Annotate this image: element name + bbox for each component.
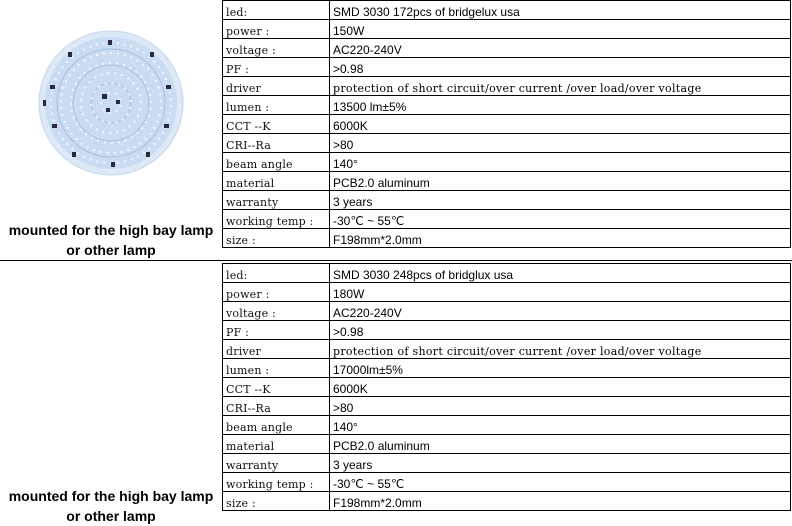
led-chip bbox=[85, 133, 87, 135]
led-chip bbox=[102, 131, 104, 133]
led-chip bbox=[129, 126, 131, 128]
led-chip bbox=[124, 44, 126, 46]
led-chip bbox=[89, 46, 91, 48]
spec-value: AC220-240V bbox=[330, 39, 791, 58]
led-chip bbox=[123, 129, 125, 131]
spec-row bbox=[223, 229, 791, 248]
led-chip bbox=[139, 94, 141, 96]
product-image-cell-1 bbox=[0, 0, 222, 260]
product-caption-1 bbox=[0, 220, 222, 260]
led-chip bbox=[149, 148, 151, 150]
led-chip bbox=[124, 54, 126, 56]
led-chip bbox=[75, 83, 77, 85]
led-chip bbox=[107, 152, 109, 154]
led-chip bbox=[71, 96, 73, 98]
spec-value: PCB2.0 aluminum bbox=[330, 435, 791, 454]
led-chip bbox=[51, 113, 53, 115]
led-chip bbox=[159, 93, 161, 95]
led-chip bbox=[129, 67, 131, 69]
led-chip bbox=[84, 60, 86, 62]
led-chip bbox=[131, 158, 133, 160]
spec-row bbox=[223, 264, 791, 283]
led-chip bbox=[115, 93, 117, 95]
led-chip bbox=[91, 137, 93, 139]
led-chip bbox=[118, 84, 120, 86]
led-chip bbox=[96, 128, 98, 130]
led-chip bbox=[156, 121, 158, 123]
led-chip bbox=[105, 83, 107, 85]
spec-value: 13500 lm±5% bbox=[330, 96, 791, 115]
led-chip bbox=[114, 152, 116, 154]
spec-value: >80 bbox=[330, 397, 791, 416]
spec-value: 150W bbox=[330, 20, 791, 39]
spec-value: protection of short circuit/over current /over load/over voltage bbox=[330, 77, 791, 96]
spec-row bbox=[223, 153, 791, 172]
led-chip bbox=[137, 60, 139, 62]
led-chip bbox=[110, 52, 112, 54]
led-chip bbox=[76, 123, 78, 125]
led-chip bbox=[89, 81, 91, 83]
spec-row bbox=[223, 302, 791, 321]
spec-key: led: bbox=[223, 264, 330, 283]
led-chip bbox=[61, 93, 63, 95]
caption-line-1: mounted for the high bay lamp bbox=[8, 488, 214, 504]
led-chip bbox=[80, 106, 82, 108]
led-chip bbox=[73, 69, 75, 71]
led-chip bbox=[118, 141, 120, 143]
spec-key: warranty bbox=[223, 191, 330, 210]
led-chip bbox=[64, 121, 66, 123]
led-chip bbox=[87, 146, 89, 148]
led-chip bbox=[136, 132, 138, 134]
spec-value: protection of short circuit/over current /over load/over voltage bbox=[330, 340, 791, 359]
spec-row bbox=[223, 283, 791, 302]
caption-line-2: or other lamp bbox=[66, 242, 156, 258]
spec-key: CCT --K bbox=[223, 378, 330, 397]
led-chip bbox=[158, 138, 160, 140]
led-chip bbox=[154, 143, 156, 145]
spec-row bbox=[223, 321, 791, 340]
product-block-1 bbox=[0, 0, 792, 260]
led-chip bbox=[90, 124, 92, 126]
led-chip bbox=[103, 42, 105, 44]
led-chip bbox=[62, 87, 64, 89]
spec-value: 3 years bbox=[330, 454, 791, 473]
led-chip bbox=[80, 99, 82, 101]
led-chip bbox=[73, 117, 75, 119]
spec-row bbox=[223, 172, 791, 191]
spec-row bbox=[223, 39, 791, 58]
led-chip bbox=[154, 61, 156, 63]
led-chip bbox=[101, 74, 103, 76]
led-chip bbox=[153, 127, 155, 129]
led-chip bbox=[160, 107, 162, 109]
led-chip bbox=[65, 80, 67, 82]
led-chip bbox=[145, 121, 147, 123]
spec-value: -30℃ ~ 55℃ bbox=[330, 473, 791, 492]
led-chip bbox=[137, 115, 139, 117]
spec-value: SMD 3030 172pcs of bridgelux usa bbox=[330, 1, 791, 20]
led-chip bbox=[136, 88, 138, 90]
led-chip bbox=[77, 52, 79, 54]
led-chip bbox=[140, 101, 142, 103]
led-chip bbox=[141, 127, 143, 129]
led-chip bbox=[51, 92, 53, 94]
led-chip bbox=[93, 149, 95, 151]
spec-key: CCT --K bbox=[223, 115, 330, 134]
led-chip bbox=[144, 81, 146, 83]
caption-line-1: mounted for the high bay lamp bbox=[8, 222, 214, 238]
led-chip bbox=[62, 66, 64, 68]
led-chip bbox=[104, 142, 106, 144]
led-chip bbox=[162, 72, 164, 74]
led-chip bbox=[107, 72, 109, 74]
spec-value: -30℃ ~ 55℃ bbox=[330, 210, 791, 229]
led-chip bbox=[77, 152, 79, 154]
led-chip bbox=[62, 114, 64, 116]
led-chip bbox=[50, 99, 52, 101]
product-image-cell-2 bbox=[0, 263, 222, 525]
led-chip bbox=[134, 146, 136, 148]
led-chip bbox=[60, 100, 62, 102]
spec-value: >0.98 bbox=[330, 58, 791, 77]
led-chip bbox=[90, 56, 92, 58]
led-chip bbox=[83, 156, 85, 158]
spec-key: lumen : bbox=[223, 359, 330, 378]
led-chip bbox=[96, 65, 98, 67]
led-chip bbox=[130, 100, 132, 102]
led-chip bbox=[72, 148, 74, 150]
led-chip bbox=[111, 142, 113, 144]
led-chip bbox=[102, 63, 104, 65]
led-chip bbox=[67, 127, 69, 129]
spec-row bbox=[223, 454, 791, 473]
led-chip bbox=[128, 93, 130, 95]
spec-value: 6000K bbox=[330, 115, 791, 134]
led-chip bbox=[103, 53, 105, 55]
spec-row bbox=[223, 1, 791, 20]
spec-key: working temp : bbox=[223, 210, 330, 229]
led-chip bbox=[94, 91, 96, 93]
led-chip bbox=[103, 162, 105, 164]
led-chip bbox=[96, 116, 98, 118]
led-chip bbox=[117, 53, 119, 55]
led-chip bbox=[130, 56, 132, 58]
product-caption-2 bbox=[0, 486, 222, 526]
spec-value: 6000K bbox=[330, 378, 791, 397]
led-chip bbox=[125, 139, 127, 141]
led-chip bbox=[83, 49, 85, 51]
spec-key: voltage : bbox=[223, 39, 330, 58]
spec-row bbox=[223, 435, 791, 454]
spec-key: beam angle bbox=[223, 153, 330, 172]
spec-value: AC220-240V bbox=[330, 302, 791, 321]
spec-row bbox=[223, 20, 791, 39]
led-chip bbox=[97, 140, 99, 142]
led-chip bbox=[117, 162, 119, 164]
spec-value: 140° bbox=[330, 153, 791, 172]
section-divider bbox=[0, 260, 792, 261]
led-chip bbox=[50, 106, 52, 108]
led-chip bbox=[84, 72, 86, 74]
led-chip bbox=[69, 74, 71, 76]
spec-row bbox=[223, 416, 791, 435]
spec-key: driver bbox=[223, 340, 330, 359]
led-chip bbox=[100, 151, 102, 153]
spec-key: material bbox=[223, 172, 330, 191]
spec-row bbox=[223, 58, 791, 77]
spec-key: CRI--Ra bbox=[223, 397, 330, 416]
led-chip bbox=[124, 88, 126, 90]
spec-key: driver bbox=[223, 77, 330, 96]
led-chip bbox=[143, 152, 145, 154]
led-chip bbox=[149, 133, 151, 135]
led-chip bbox=[90, 104, 92, 106]
led-chip bbox=[71, 133, 73, 135]
led-chip bbox=[147, 88, 149, 90]
led-chip bbox=[142, 64, 144, 66]
led-chip bbox=[82, 113, 84, 115]
led-chip bbox=[109, 132, 111, 134]
spec-value: 17000lm±5% bbox=[330, 359, 791, 378]
spec-value: >0.98 bbox=[330, 321, 791, 340]
led-chip bbox=[150, 101, 152, 103]
led-chip bbox=[98, 86, 100, 88]
led-chip bbox=[58, 132, 60, 134]
led-chip bbox=[139, 142, 141, 144]
led-chip bbox=[137, 48, 139, 50]
led-chip bbox=[71, 110, 73, 112]
spec-table-2 bbox=[222, 263, 791, 511]
led-chip bbox=[96, 44, 98, 46]
led-chip bbox=[103, 109, 105, 111]
led-chip bbox=[116, 131, 118, 133]
led-chip bbox=[94, 77, 96, 79]
led-chip bbox=[81, 143, 83, 145]
led-pcb-board-image bbox=[38, 30, 184, 176]
spec-value: 140° bbox=[330, 416, 791, 435]
led-chip bbox=[121, 74, 123, 76]
spec-value: SMD 3030 248pcs of bridglux usa bbox=[330, 264, 791, 283]
led-chip bbox=[168, 119, 170, 121]
spec-key: beam angle bbox=[223, 416, 330, 435]
product-block-2 bbox=[0, 263, 792, 525]
spec-key: PF : bbox=[223, 321, 330, 340]
led-chip bbox=[170, 98, 172, 100]
spec-row bbox=[223, 359, 791, 378]
led-chip bbox=[114, 72, 116, 74]
led-chip bbox=[117, 42, 119, 44]
led-chip bbox=[102, 120, 104, 122]
spec-key: PF : bbox=[223, 58, 330, 77]
led-chip bbox=[162, 132, 164, 134]
led-chip bbox=[53, 119, 55, 121]
spec-value: F198mm*2.0mm bbox=[330, 492, 791, 511]
spec-row bbox=[223, 378, 791, 397]
led-chip bbox=[140, 76, 142, 78]
led-chip bbox=[112, 82, 114, 84]
led-chip bbox=[67, 143, 69, 145]
led-chip bbox=[108, 92, 110, 94]
spec-key: power : bbox=[223, 283, 330, 302]
led-chip bbox=[58, 72, 60, 74]
led-chip bbox=[72, 89, 74, 91]
led-chip bbox=[145, 138, 147, 140]
spec-key: size : bbox=[223, 492, 330, 511]
led-chip bbox=[116, 63, 118, 65]
led-chip bbox=[139, 108, 141, 110]
led-chip bbox=[120, 151, 122, 153]
led-chip bbox=[160, 100, 162, 102]
spec-value: 180W bbox=[330, 283, 791, 302]
spec-row bbox=[223, 492, 791, 511]
spec-value: F198mm*2.0mm bbox=[330, 229, 791, 248]
led-chip bbox=[109, 122, 111, 124]
led-chip bbox=[109, 62, 111, 64]
led-chip bbox=[131, 136, 133, 138]
led-chip bbox=[91, 97, 93, 99]
led-chip bbox=[119, 98, 121, 100]
spec-key: power : bbox=[223, 20, 330, 39]
led-chip bbox=[127, 77, 129, 79]
led-chip bbox=[165, 78, 167, 80]
spec-row bbox=[223, 340, 791, 359]
spec-row bbox=[223, 397, 791, 416]
spec-value: >80 bbox=[330, 134, 791, 153]
spec-value: PCB2.0 aluminum bbox=[330, 172, 791, 191]
led-chip bbox=[122, 118, 124, 120]
led-chip bbox=[115, 121, 117, 123]
led-chip bbox=[169, 112, 171, 114]
spec-key: voltage : bbox=[223, 302, 330, 321]
led-chip bbox=[109, 112, 111, 114]
led-chip bbox=[100, 103, 102, 105]
led-chip bbox=[70, 103, 72, 105]
spec-key: size : bbox=[223, 229, 330, 248]
led-chip bbox=[158, 87, 160, 89]
spec-row bbox=[223, 77, 791, 96]
led-chip bbox=[158, 66, 160, 68]
spec-row bbox=[223, 210, 791, 229]
led-chip bbox=[84, 86, 86, 88]
led-chip bbox=[127, 113, 129, 115]
led-chip bbox=[89, 68, 91, 70]
led-chip bbox=[79, 77, 81, 79]
led-chip bbox=[149, 94, 151, 96]
led-chip bbox=[120, 105, 122, 107]
led-chip bbox=[147, 69, 149, 71]
led-chip bbox=[134, 121, 136, 123]
led-chip bbox=[115, 110, 117, 112]
led-chip bbox=[123, 64, 125, 66]
led-chip bbox=[137, 156, 139, 158]
spec-row bbox=[223, 134, 791, 153]
led-chip bbox=[151, 74, 153, 76]
led-chip bbox=[66, 61, 68, 63]
led-chip bbox=[127, 149, 129, 151]
led-chip bbox=[130, 46, 132, 48]
led-chip bbox=[129, 107, 131, 109]
led-chip bbox=[60, 107, 62, 109]
led-chip bbox=[155, 80, 157, 82]
spec-row bbox=[223, 473, 791, 492]
led-chip bbox=[169, 91, 171, 93]
spec-row bbox=[223, 191, 791, 210]
led-chip bbox=[143, 52, 145, 54]
led-chip bbox=[92, 111, 94, 113]
spec-value: 3 years bbox=[330, 191, 791, 210]
led-chip bbox=[96, 160, 98, 162]
spec-key: led: bbox=[223, 1, 330, 20]
led-chip bbox=[90, 159, 92, 161]
led-chip bbox=[148, 115, 150, 117]
led-chip bbox=[78, 64, 80, 66]
led-chip bbox=[150, 108, 152, 110]
led-chip bbox=[86, 119, 88, 121]
led-chip bbox=[170, 105, 172, 107]
led-chip bbox=[80, 128, 82, 130]
led-chip bbox=[82, 93, 84, 95]
led-chip bbox=[75, 138, 77, 140]
led-chip bbox=[62, 138, 64, 140]
spec-key: lumen : bbox=[223, 96, 330, 115]
led-chip bbox=[159, 114, 161, 116]
led-chip bbox=[124, 160, 126, 162]
spec-key: material bbox=[223, 435, 330, 454]
caption-line-2: or other lamp bbox=[66, 508, 156, 524]
led-chip bbox=[132, 82, 134, 84]
spec-key: working temp : bbox=[223, 473, 330, 492]
led-chip bbox=[96, 54, 98, 56]
led-chip bbox=[135, 71, 137, 73]
spec-key: CRI--Ra bbox=[223, 134, 330, 153]
spec-key: warranty bbox=[223, 454, 330, 473]
spec-table-1 bbox=[222, 0, 791, 248]
spec-row bbox=[223, 115, 791, 134]
led-chip bbox=[55, 78, 57, 80]
spec-row bbox=[223, 96, 791, 115]
